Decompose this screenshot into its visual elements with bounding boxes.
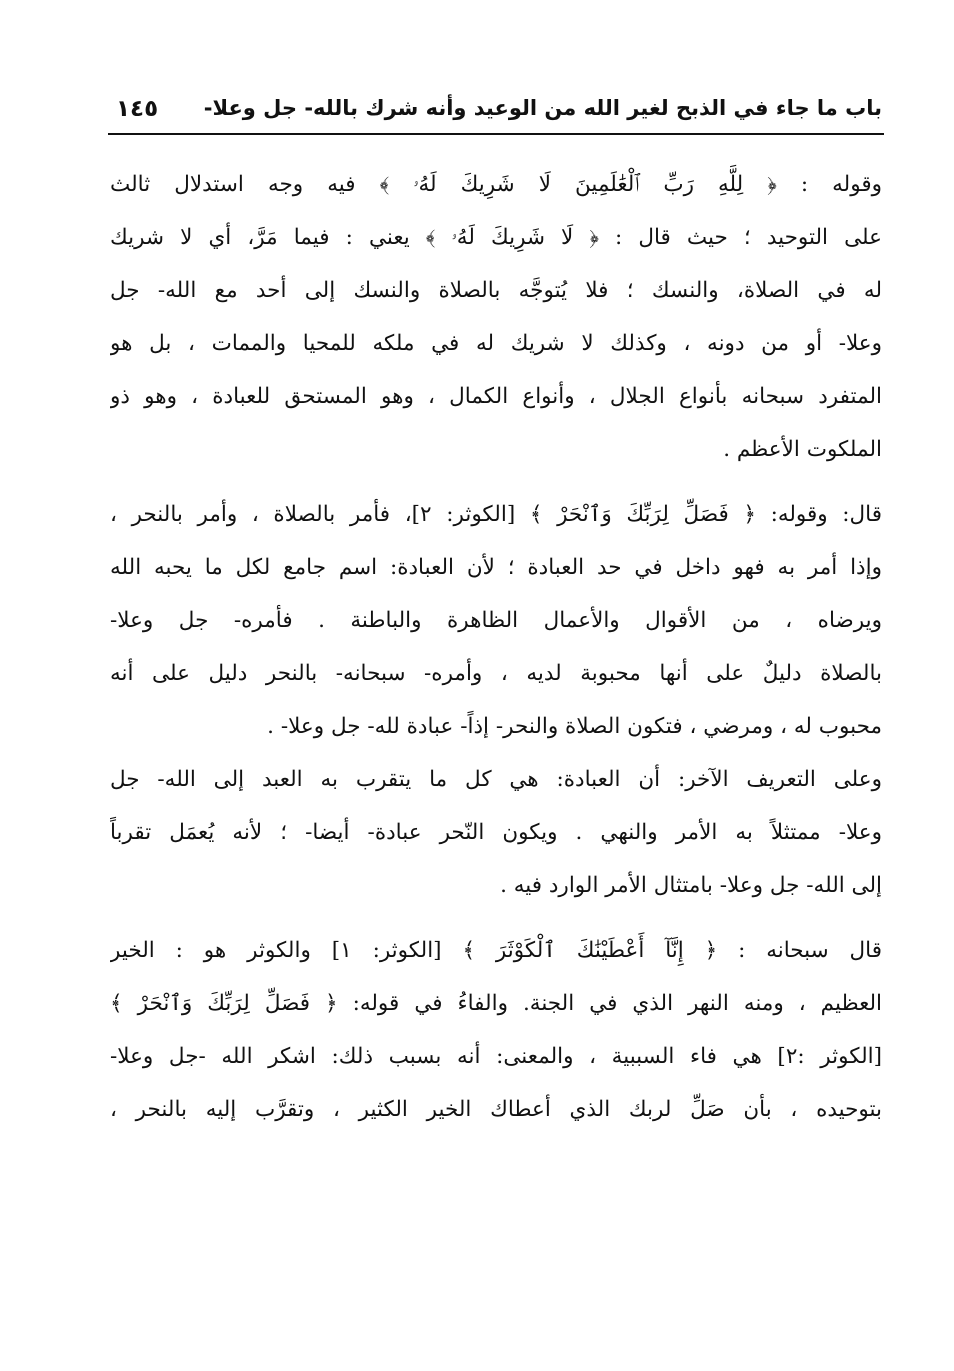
text-line: بالصلاة دليلٌ على أنها محبوبة لديه ، وأمره- سبحانه- بالنحر دليل على أنه [110, 661, 882, 686]
header-title: باب ما جاء في الذبح لغير الله من الوعيد وأنه شرك بالله- جل وعلا- [203, 96, 882, 120]
text-line: وإذا أمر به فهو داخل في حد العبادة ؛ لأن العبادة: اسم جامع لكل ما يحبه الله [110, 555, 882, 580]
text-line: له في الصلاة، والنسك ؛ فلا يُتوجَّه بالصلاة والنسك إلى أحد مع الله- جل [110, 278, 882, 303]
paragraph [110, 488, 882, 753]
text-line: على التوحيد ؛ حيث قال : ﴿ لَا شَرِيكَ لَهُۥ ﴾ يعني : فيما مَرَّ، أي لا شريك [110, 225, 882, 250]
running-header [110, 92, 882, 132]
text-line: العظيم ، ومنه النهر الذي في الجنة. والفاءُ في قوله: ﴿ فَصَلِّ لِرَبِّكَ وَٱنْحَرْ ﴾ [110, 991, 882, 1016]
text-line: وعلا- ممتثلاً به الأمر والنهي . ويكون النّحر عبادة- أيضا- ؛ لأنه يُعمَل تقرباً [110, 820, 882, 845]
text-line: ويرضاه ، من الأقوال والأعمال الظاهرة والباطنة . فأمره- جل وعلا- [110, 608, 882, 633]
text-line: وعلى التعريف الآخر: أن العبادة: هي كل ما يتقرب به العبد إلى الله- جل [110, 767, 882, 792]
page-number: ١٤٥ [116, 96, 159, 122]
text-line: المتفرد سبحانه بأنواع الجلال ، وأنواع الكمال ، وهو المستحق للعبادة ، وهو ذو [110, 384, 882, 409]
text-line: محبوب له ، ومرضي ، فتكون الصلاة والنحر- إذاً- عبادة لله- جل وعلا- . [267, 714, 882, 739]
text-line: إلى الله- جل وعلا- بامتثال الأمر الوارد فيه . [500, 873, 882, 898]
text-line: وعلا- أو من دونه ، وكذلك لا شريك له في ملكه للمحيا والممات ، بل هو [110, 331, 882, 356]
text-line: الملكوت الأعظم . [723, 437, 882, 462]
text-line: بتوحيده ، بأن صَلِّ لربك الذي أعطاك الخير الكثير ، وتقرَّب إليه بالنحر ، [110, 1097, 882, 1122]
body-text [110, 158, 882, 1136]
paragraph [110, 924, 882, 1136]
text-line: قال سبحانه : ﴿ إِنَّآ أَعْطَيْنَٰكَ ٱلْكَوْثَرَ ﴾ [الكوثر: ١] والكوثر هو : الخير [110, 938, 882, 963]
text-line: وقوله : ﴿ لِلَّهِ رَبِّ ٱلْعَٰلَمِينَ لَا شَرِيكَ لَهُۥ ﴾ فيه وجه استدلال ثالث [110, 172, 882, 197]
text-line: [الكوثر :٢] هي فاء السببية ، والمعنى: أنه بسبب ذلك: اشكر الله -جل وعلا- [110, 1044, 882, 1069]
header-rule [108, 133, 884, 135]
text-line: قال: وقوله: ﴿ فَصَلِّ لِرَبِّكَ وَٱنْحَرْ ﴾ [الكوثر: ٢]، فأمر بالصلاة ، وأمر بالنحر ، [110, 502, 882, 527]
paragraph [110, 158, 882, 476]
paragraph [110, 753, 882, 912]
